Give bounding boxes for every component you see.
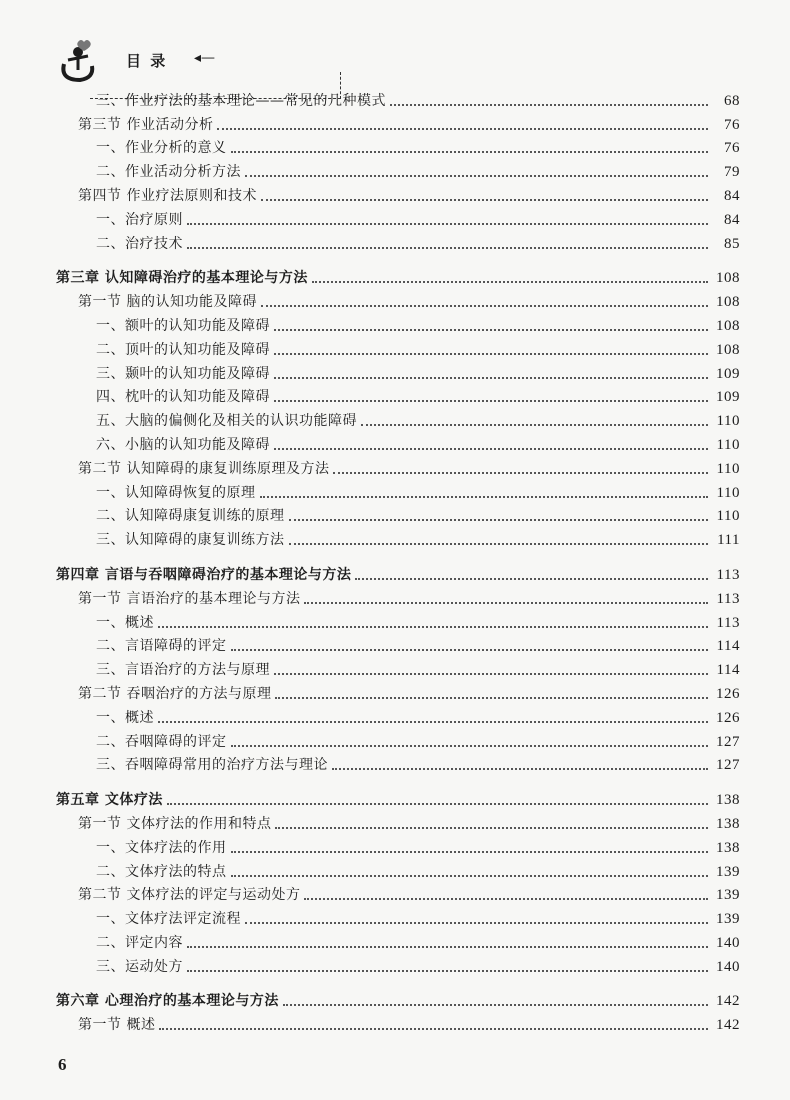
toc-section-entry: [56, 584, 740, 608]
dot-leader: [187, 969, 708, 972]
dot-leader: [187, 945, 708, 948]
toc-item-entry: [56, 857, 740, 881]
toc-entry-page: 126: [716, 685, 740, 702]
toc-section-entry: [56, 679, 740, 703]
toc-entry-title: 一、认知障碍恢复的原理: [96, 484, 256, 501]
dot-leader: [231, 648, 709, 651]
dot-leader: [217, 127, 708, 130]
toc-entry-page: 110: [716, 436, 740, 453]
toc-entry-title: 第一节 文体疗法的作用和特点: [78, 815, 272, 832]
left-arrow-icon: ◂—: [194, 50, 216, 66]
toc-item-entry: [56, 430, 740, 454]
dot-leader: [390, 103, 708, 106]
toc-section-entry: [56, 454, 740, 478]
toc-entry-title: 第四章 言语与吞咽障碍治疗的基本理论与方法: [56, 566, 352, 583]
toc-item-entry: [56, 229, 740, 253]
toc-entry-title: 二、认知障碍康复训练的原理: [96, 508, 285, 525]
dot-leader: [158, 625, 708, 628]
toc-entry-page: 108: [716, 317, 740, 334]
toc-entry-title: 一、治疗原则: [96, 211, 183, 228]
toc-entry-title: 三、颞叶的认知功能及障碍: [96, 365, 270, 382]
toc-section-entry: [56, 881, 740, 905]
toc-entry-page: 68: [724, 92, 740, 109]
toc-entry-page: 142: [716, 1017, 740, 1034]
toc-item-entry: [56, 134, 740, 158]
toc-entry-title: 第五章 文体疗法: [56, 792, 163, 809]
toc-entry-title: 二、作业活动分析方法: [96, 164, 241, 181]
page-header-title: 目 录: [126, 52, 168, 70]
toc-entry-title: 二、评定内容: [96, 934, 183, 951]
dot-leader: [312, 280, 708, 283]
dot-leader: [275, 696, 708, 699]
toc-entry-page: 108: [716, 270, 740, 287]
toc-entry-title: 一、作业分析的意义: [96, 140, 227, 157]
toc-entry-title: 第一节 脑的认知功能及障碍: [78, 294, 257, 311]
toc-entry-page: 140: [716, 934, 740, 951]
toc-entry-page: 138: [716, 839, 740, 856]
toc-item-entry: [56, 632, 740, 656]
toc-item-entry: [56, 383, 740, 407]
toc-entry-title: 第四节 作业疗法原则和技术: [78, 187, 257, 204]
toc-entry-title: 三、吞咽障碍常用的治疗方法与理论: [96, 757, 328, 774]
toc-item-entry: [56, 928, 740, 952]
toc-item-entry: [56, 406, 740, 430]
toc-entry-page: 113: [716, 566, 740, 583]
toc-entry-page: 138: [716, 815, 740, 832]
toc-entry-page: 84: [724, 187, 740, 204]
toc-chapter-entry: [56, 785, 740, 809]
toc-entry-title: 五、大脑的偏侧化及相关的认识功能障碍: [96, 413, 357, 430]
dot-leader: [274, 352, 708, 355]
toc-entry-page: 113: [716, 614, 740, 631]
toc-entry-title: 一、文体疗法的作用: [96, 839, 227, 856]
toc-entry-page: 140: [716, 958, 740, 975]
toc-entry-title: 第三节 作业活动分析: [78, 116, 214, 133]
dot-leader: [304, 897, 708, 900]
toc-entry-title: 第三章 认知障碍治疗的基本理论与方法: [56, 270, 308, 287]
dot-leader: [261, 198, 708, 201]
toc-entry-page: 113: [716, 590, 740, 607]
toc-item-entry: [56, 205, 740, 229]
toc-entry-title: 三、认知障碍的康复训练方法: [96, 532, 285, 549]
toc-entry-page: 139: [716, 863, 740, 880]
toc-entry-page: 109: [716, 389, 740, 406]
toc-section-entry: [56, 1010, 740, 1034]
toc-item-entry: [56, 502, 740, 526]
toc-entry-title: 二、言语障碍的评定: [96, 638, 227, 655]
table-of-contents: [56, 86, 740, 1034]
toc-item-entry: [56, 904, 740, 928]
toc-entry-title: 三、运动处方: [96, 958, 183, 975]
dot-leader: [274, 328, 708, 331]
dot-leader: [245, 174, 708, 177]
page-header: [22, 24, 342, 84]
dot-leader: [332, 767, 708, 770]
dot-leader: [158, 720, 708, 723]
toc-item-entry: [56, 608, 740, 632]
dot-leader: [274, 672, 708, 675]
dot-leader: [274, 447, 708, 450]
toc-entry-title: 第二节 文体疗法的评定与运动处方: [78, 887, 301, 904]
toc-entry-page: 126: [716, 709, 740, 726]
toc-entry-page: 111: [717, 532, 740, 549]
toc-entry-page: 127: [716, 733, 740, 750]
toc-entry-title: 二、顶叶的认知功能及障碍: [96, 341, 270, 358]
dot-leader: [187, 246, 708, 249]
toc-entry-title: 一、概述: [96, 709, 154, 726]
toc-entry-title: 一、概述: [96, 614, 154, 631]
dot-leader: [275, 826, 708, 829]
toc-item-entry: [56, 335, 740, 359]
toc-entry-title: 第一节 概述: [78, 1017, 156, 1034]
dot-leader: [304, 601, 708, 604]
toc-entry-page: 108: [716, 294, 740, 311]
toc-item-entry: [56, 525, 740, 549]
dot-leader: [231, 744, 709, 747]
toc-entry-page: 76: [724, 116, 740, 133]
toc-entry-title: 第二节 吞咽治疗的方法与原理: [78, 685, 272, 702]
toc-entry-page: 110: [716, 460, 740, 477]
toc-entry-page: 110: [716, 413, 740, 430]
toc-section-entry: [56, 809, 740, 833]
toc-entry-page: 85: [724, 235, 740, 252]
dot-leader: [283, 1003, 708, 1006]
toc-entry-title: 一、额叶的认知功能及障碍: [96, 317, 270, 334]
toc-item-entry: [56, 952, 740, 976]
dot-leader: [187, 222, 708, 225]
toc-entry-title: 二、治疗技术: [96, 235, 183, 252]
toc-entry-page: 138: [716, 792, 740, 809]
toc-entry-title: 第一节 言语治疗的基本理论与方法: [78, 590, 301, 607]
toc-item-entry: [56, 478, 740, 502]
toc-entry-page: 79: [724, 164, 740, 181]
toc-item-entry: [56, 655, 740, 679]
toc-item-entry: [56, 311, 740, 335]
toc-entry-page: 139: [716, 887, 740, 904]
toc-chapter-entry: [56, 264, 740, 288]
toc-chapter-entry: [56, 987, 740, 1011]
toc-entry-title: 三、作业疗法的基本理论——常见的几种模式: [96, 92, 386, 109]
toc-entry-title: 三、言语治疗的方法与原理: [96, 662, 270, 679]
toc-item-entry: [56, 833, 740, 857]
toc-entry-title: 第六章 心理治疗的基本理论与方法: [56, 993, 279, 1010]
dot-leader: [274, 376, 708, 379]
dot-leader: [261, 304, 708, 307]
toc-entry-page: 139: [716, 911, 740, 928]
dot-leader: [159, 1027, 708, 1030]
dot-leader: [231, 874, 709, 877]
dot-leader: [289, 518, 709, 521]
dot-leader: [260, 495, 709, 498]
toc-entry-title: 二、文体疗法的特点: [96, 863, 227, 880]
toc-entry-title: 六、小脑的认知功能及障碍: [96, 436, 270, 453]
toc-chapter-entry: [56, 560, 740, 584]
dot-leader: [167, 802, 708, 805]
toc-item-entry: [56, 157, 740, 181]
toc-section-entry: [56, 110, 740, 134]
toc-entry-page: 108: [716, 341, 740, 358]
dot-leader: [361, 423, 708, 426]
toc-entry-title: 第二节 认知障碍的康复训练原理及方法: [78, 460, 330, 477]
toc-entry-title: 二、吞咽障碍的评定: [96, 733, 227, 750]
toc-entry-page: 84: [724, 211, 740, 228]
dot-leader: [333, 471, 708, 474]
toc-item-entry: [56, 703, 740, 727]
toc-entry-page: 142: [716, 993, 740, 1010]
dot-leader: [245, 921, 708, 924]
dot-leader: [231, 150, 709, 153]
toc-item-entry: [56, 359, 740, 383]
dot-leader: [274, 399, 708, 402]
dot-leader: [231, 850, 709, 853]
page-number: 6: [58, 1055, 67, 1074]
toc-entry-page: 109: [716, 365, 740, 382]
toc-entry-page: 114: [716, 638, 740, 655]
toc-entry-page: 114: [716, 662, 740, 679]
toc-entry-page: 110: [716, 508, 740, 525]
toc-entry-title: 一、文体疗法评定流程: [96, 911, 241, 928]
dot-leader: [289, 542, 709, 545]
toc-entry-title: 四、枕叶的认知功能及障碍: [96, 389, 270, 406]
toc-section-entry: [56, 181, 740, 205]
toc-entry-page: 110: [716, 484, 740, 501]
toc-item-entry: [56, 727, 740, 751]
toc-section-entry: [56, 287, 740, 311]
toc-entry-page: 127: [716, 757, 740, 774]
toc-item-entry: [56, 86, 740, 110]
dot-leader: [355, 577, 708, 580]
toc-entry-page: 76: [724, 140, 740, 157]
toc-item-entry: [56, 751, 740, 775]
